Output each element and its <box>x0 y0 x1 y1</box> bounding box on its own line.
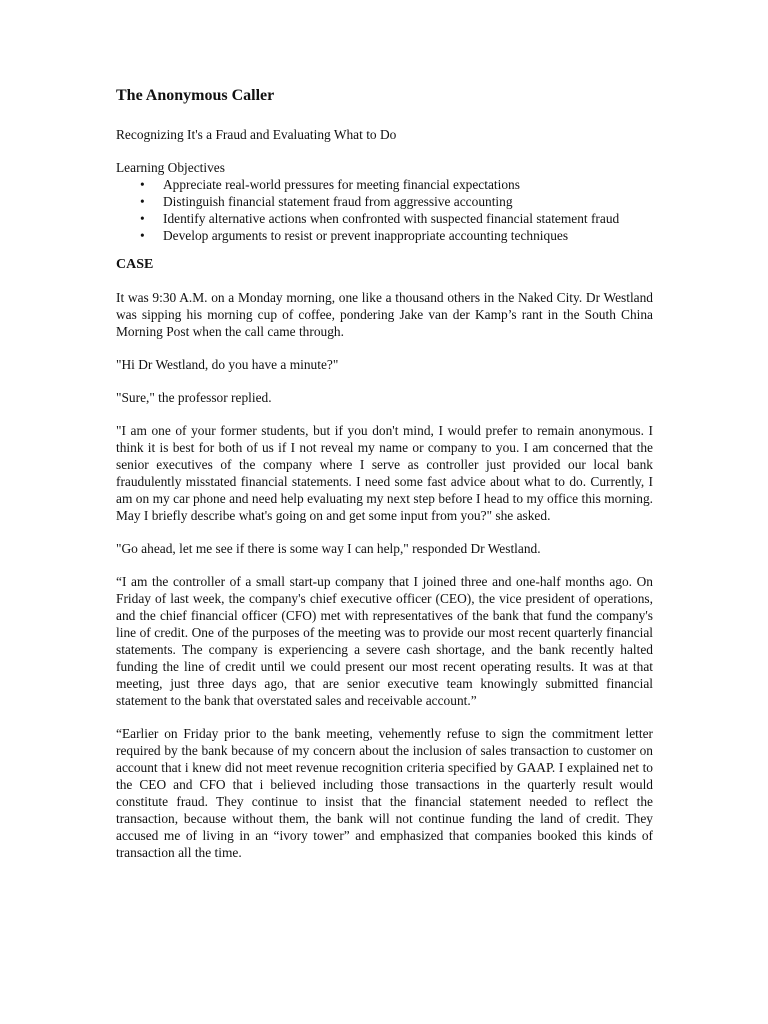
bullet-icon: • <box>140 194 145 209</box>
paragraph: "I am one of your former students, but if you don't mind, I would prefer to remain anonymous. I think it is best for both of us if I not reveal my name or company to you. I am concerned that the senior executives of the company where I serve as controller just provided our local bank fraudulently misstated financial statements. I need some fast advice about what to do. Currently, I am on my car phone and need help evaluating my next step before I head to my office this morning. May I briefly describe what's going on and get some input from you?" she asked. <box>116 423 653 523</box>
objective-item <box>116 176 653 193</box>
document-subtitle: Recognizing It's a Fraud and Evaluating What to Do <box>116 127 397 142</box>
objective-text: Appreciate real-world pressures for meeting financial expectations <box>163 177 520 192</box>
objectives-list <box>116 176 653 244</box>
objective-item <box>116 227 653 244</box>
bullet-icon: • <box>140 177 145 192</box>
case-heading: CASE <box>116 257 154 272</box>
paragraph: “I am the controller of a small start-up company that I joined three and one-half months ago. On Friday of last week, the company's chief executive officer (CEO), the vice president of operations, and the chief financial officer (CFO) met with representatives of the bank that fund the company's line of credit. One of the purposes of the meeting was to provide our most recent quarterly financial statements. The company is experiencing a severe cash shortage, and the bank recently halted funding the line of credit until we could present our most recent operating results. It was at that meeting, just three days ago, that are senior executive team knowingly submitted financial statement to the bank that overstated sales and receivable account.” <box>116 574 653 708</box>
paragraph: "Go ahead, let me see if there is some way I can help," responded Dr Westland. <box>116 541 541 556</box>
bullet-icon: • <box>140 211 145 226</box>
objective-text: Develop arguments to resist or prevent inappropriate accounting techniques <box>163 228 569 243</box>
objective-item <box>116 210 653 227</box>
objectives-heading: Learning Objectives <box>116 160 225 175</box>
paragraph: “Earlier on Friday prior to the bank meeting, vehemently refuse to sign the commitment letter required by the bank because of my concern about the inclusion of sales transaction to customer on account that i knew did not meet revenue recognition criteria specified by GAAP. I explained net to the CEO and CFO that i believed including those transactions in the quarterly result would constitute fraud. They continue to insist that the financial statement needed to reflect the transaction, because without them, the bank will not continue funding the land of credit. They accused me of living in an “ivory tower” and emphasized that companies booked this kinds of transaction all the time. <box>116 726 653 860</box>
bullet-icon: • <box>140 228 145 243</box>
paragraph: "Sure," the professor replied. <box>116 390 272 405</box>
objective-text: Identify alternative actions when confronted with suspected financial statement fraud <box>163 211 620 226</box>
objective-text: Distinguish financial statement fraud from aggressive accounting <box>163 194 513 209</box>
paragraph: "Hi Dr Westland, do you have a minute?" <box>116 357 339 372</box>
document-title: The Anonymous Caller <box>116 87 275 104</box>
objective-item <box>116 193 653 210</box>
paragraph: It was 9:30 A.M. on a Monday morning, one like a thousand others in the Naked City. Dr Westland was sipping his morning cup of coffee, pondering Jake van der Kamp’s rant in the South China Morning Post when the call came through. <box>116 290 653 339</box>
document-page <box>116 86 653 877</box>
